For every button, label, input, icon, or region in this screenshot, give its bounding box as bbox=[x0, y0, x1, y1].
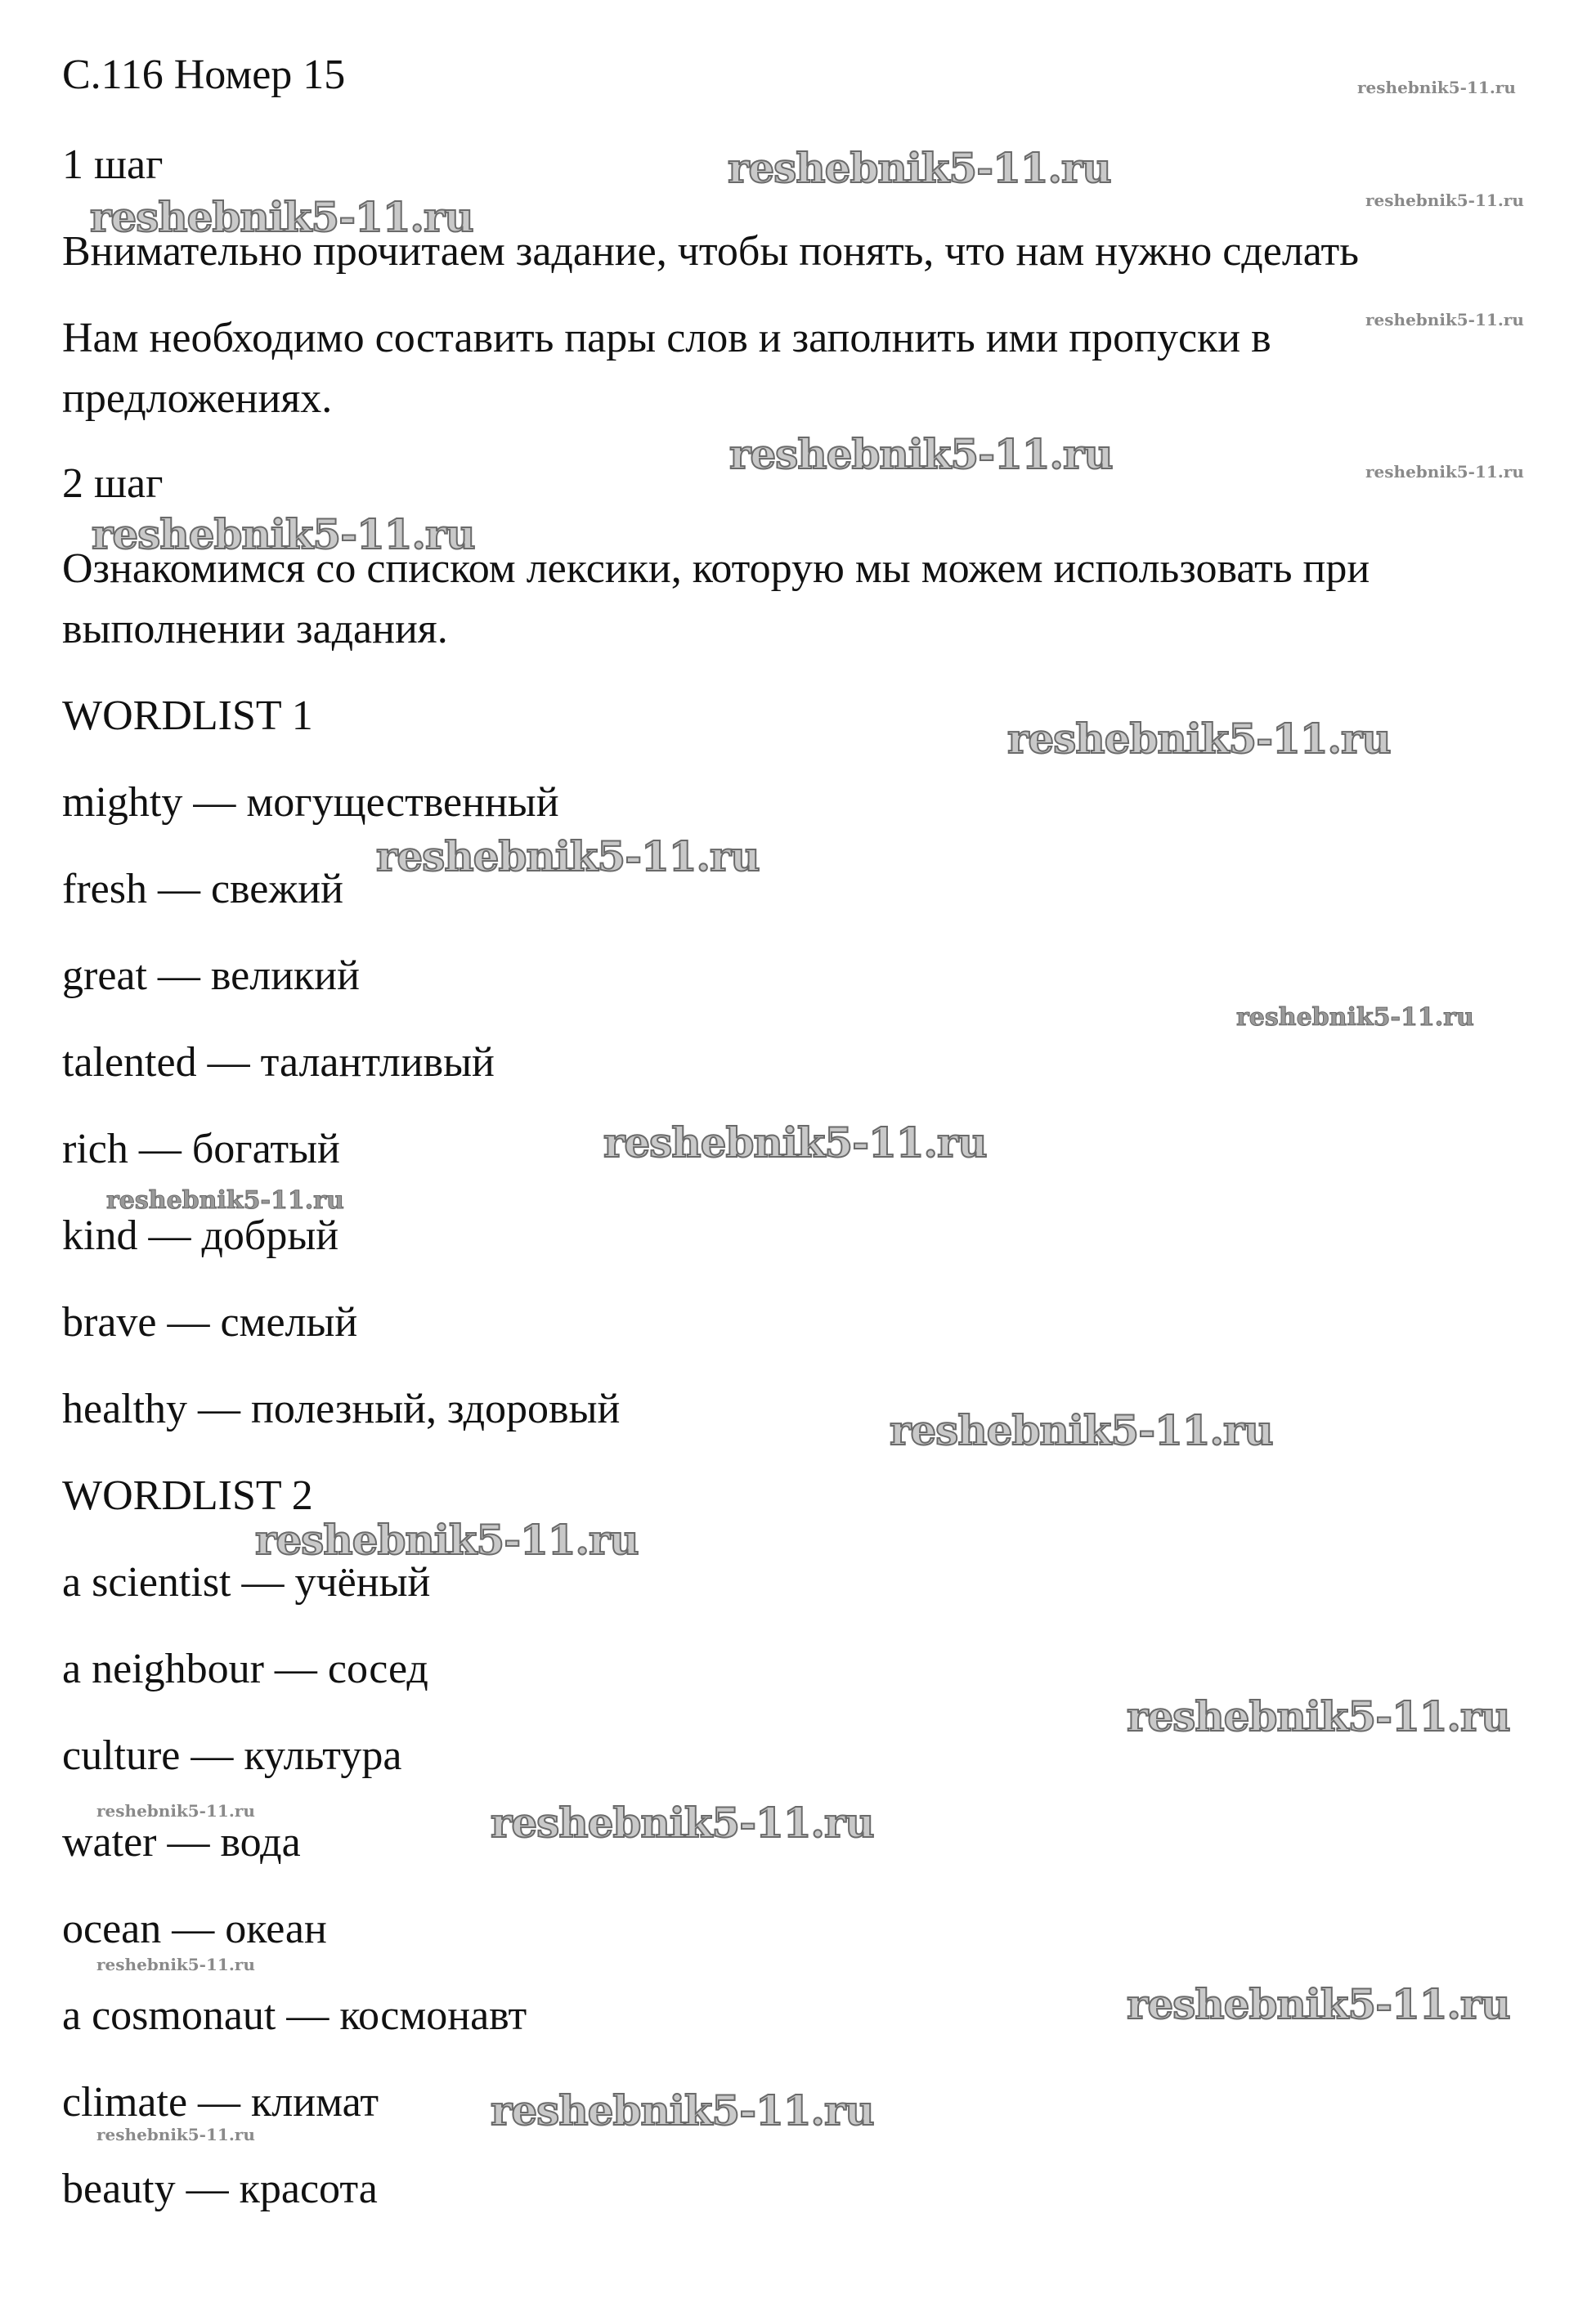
page-title: С.116 Номер 15 bbox=[62, 52, 346, 98]
wordlist1-item: brave — смелый bbox=[62, 1299, 358, 1346]
watermark: reshebnik5-11.ru bbox=[376, 832, 760, 880]
step2-text-b: выполнении задания. bbox=[62, 606, 448, 652]
step1-label: 1 шаг bbox=[62, 141, 164, 188]
wordlist2-item: a scientist — учёный bbox=[62, 1559, 431, 1606]
watermark: reshebnik5-11.ru bbox=[729, 430, 1113, 478]
watermark: reshebnik5-11.ru bbox=[1365, 310, 1524, 329]
wordlist1-item: healthy — полезный, здоровый bbox=[62, 1386, 621, 1432]
wordlist2-title: WORDLIST 2 bbox=[62, 1472, 313, 1519]
step1-text-2a: Нам необходимо составить пары слов и заполнить ими пропуски в bbox=[62, 315, 1271, 361]
step2-label: 2 шаг bbox=[62, 460, 164, 507]
watermark: reshebnik5-11.ru bbox=[92, 510, 475, 558]
wordlist2-item: a neighbour — сосед bbox=[62, 1646, 428, 1692]
watermark: reshebnik5-11.ru bbox=[1357, 78, 1516, 97]
wordlist1-item: fresh — свежий bbox=[62, 866, 343, 912]
watermark: reshebnik5-11.ru bbox=[728, 144, 1111, 192]
wordlist1-title: WORDLIST 1 bbox=[62, 692, 313, 739]
wordlist2-item: climate — климат bbox=[62, 2079, 379, 2126]
wordlist1-item: mighty — могущественный bbox=[62, 779, 559, 826]
watermark: reshebnik5-11.ru bbox=[96, 2125, 255, 2144]
watermark: reshebnik5-11.ru bbox=[96, 1801, 255, 1821]
watermark: reshebnik5-11.ru bbox=[1127, 1980, 1510, 2028]
watermark: reshebnik5-11.ru bbox=[1236, 1003, 1474, 1032]
step1-text-2b: предложениях. bbox=[62, 375, 333, 422]
watermark: reshebnik5-11.ru bbox=[491, 2086, 874, 2135]
watermark: reshebnik5-11.ru bbox=[1007, 715, 1391, 763]
wordlist2-item: water — вода bbox=[62, 1819, 301, 1866]
wordlist1-item: kind — добрый bbox=[62, 1212, 339, 1259]
wordlist2-item: a cosmonaut — космонавт bbox=[62, 1992, 527, 2039]
wordlist2-item: culture — культура bbox=[62, 1732, 402, 1779]
watermark: reshebnik5-11.ru bbox=[491, 1799, 874, 1847]
watermark: reshebnik5-11.ru bbox=[1365, 462, 1524, 482]
wordlist1-item: rich — богатый bbox=[62, 1126, 340, 1172]
wordlist1-item: great — великий bbox=[62, 952, 360, 999]
wordlist2-item: ocean — океан bbox=[62, 1906, 327, 1952]
step2-text-a: Ознакомимся со списком лексики, которую мы можем использовать при bbox=[62, 545, 1370, 592]
watermark: reshebnik5-11.ru bbox=[255, 1516, 639, 1564]
step1-text: Внимательно прочитаем задание, чтобы понять, что нам нужно сделать bbox=[62, 228, 1359, 275]
watermark: reshebnik5-11.ru bbox=[106, 1186, 344, 1215]
watermark: reshebnik5-11.ru bbox=[90, 193, 473, 241]
watermark: reshebnik5-11.ru bbox=[1365, 190, 1524, 210]
watermark: reshebnik5-11.ru bbox=[603, 1118, 987, 1167]
watermark: reshebnik5-11.ru bbox=[890, 1406, 1273, 1454]
watermark: reshebnik5-11.ru bbox=[96, 1955, 255, 1974]
watermark: reshebnik5-11.ru bbox=[1127, 1692, 1510, 1741]
wordlist2-item: beauty — красота bbox=[62, 2166, 378, 2212]
wordlist1-item: talented — талантливый bbox=[62, 1039, 495, 1086]
